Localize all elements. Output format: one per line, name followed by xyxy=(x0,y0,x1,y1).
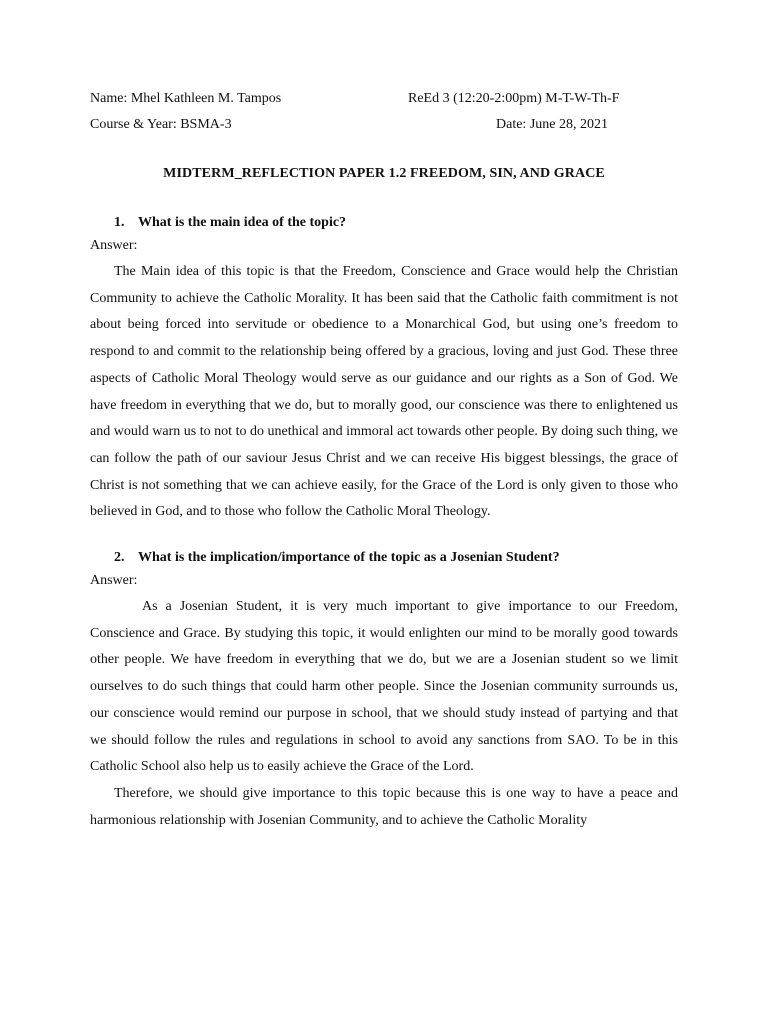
question-1 xyxy=(90,213,678,233)
answer-paragraph: Therefore, we should give importance to this topic because this is one way to have a peace and harmonious relationship with Josenian Community, and to achieve the Catholic Morality xyxy=(90,785,678,828)
answer-paragraph: As a Josenian Student, it is very much important to give importance to our Freedom, Conscience and Grace. By studying this topic, it would enlighten our mind to be morally good towards other people. We have freedom in everything that we do, but we are a Josenian student so we limit ourselves to do such things that could harm other people. Since the Josenian community surrounds us, our conscience would remind our purpose in school, that we should study instead of partying and that we should follow the rules and regulations in school to avoid any sanctions from SAO. To be in this Catholic School also help us to easily achieve the Grace of the Lord. xyxy=(90,599,678,775)
header-row-name xyxy=(90,86,678,112)
question-text: What is the implication/importance of the topic as a Josenian Student? xyxy=(138,550,560,566)
student-name: Name: Mhel Kathleen M. Tampos xyxy=(90,91,282,106)
document-date: Date: June 28, 2021 xyxy=(496,117,608,132)
answer-label: Answer: xyxy=(90,238,138,253)
question-text: What is the main idea of the topic? xyxy=(138,215,347,230)
answer-paragraph: The Main idea of this topic is that the Freedom, Conscience and Grace would help the Christian Community to achieve the Catholic Morality. It has been said that the Catholic faith commitment is not about being forced into servitude or obedience to a Monarchical God, but using one’s freedom to respond to and commit to the relationship being offered by a gracious, loving and just God. These three aspects of Catholic Moral Theology would serve as our guidance and our rights as a Son of God. We have freedom in everything that we do, but to morally good, our conscience was there to enlightened us and would warn us to not to do unethical and immoral act towards other people. By doing such thing, we can follow the path of our saviour Jesus Christ and we can receive His biggest blessings, the grace of Christ is not something that we can achieve easily, for the Grace of the Lord is only given to those who believed in God, and to those who follow the Catholic Moral Theology. xyxy=(90,264,678,520)
question-number: 1. xyxy=(114,215,125,230)
document-page xyxy=(90,86,678,834)
question-2 xyxy=(90,548,678,568)
course-year: Course & Year: BSMA-3 xyxy=(90,117,232,132)
header-row-course xyxy=(90,112,678,138)
course-schedule: ReEd 3 (12:20-2:00pm) M-T-W-Th-F xyxy=(408,91,620,106)
question-number: 2. xyxy=(114,550,125,566)
answer-label: Answer: xyxy=(90,573,138,589)
page-title: MIDTERM_REFLECTION PAPER 1.2 FREEDOM, SIN, AND GRACE xyxy=(163,166,605,181)
